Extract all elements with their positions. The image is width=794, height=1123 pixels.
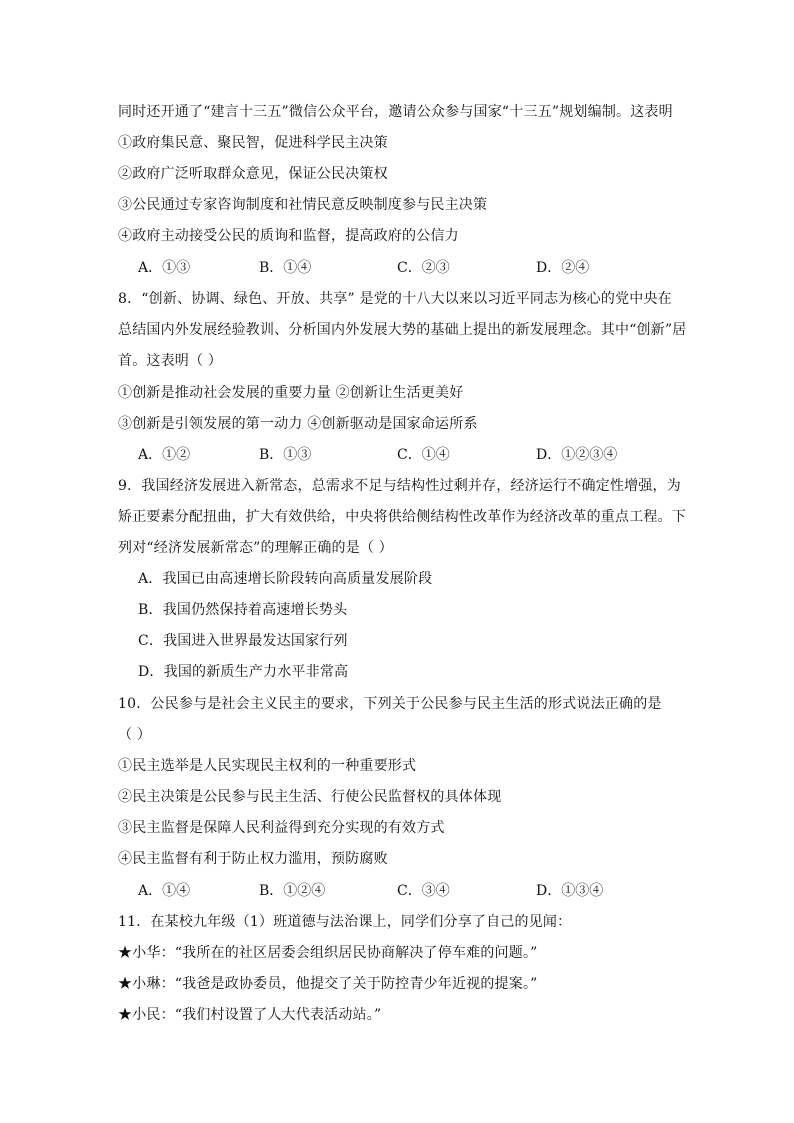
question-10-option-b: B．①②④ (259, 883, 326, 899)
question-11-quote-xiaomin: ★小民：“我们村设置了人大代表活动站。” (118, 1007, 382, 1023)
question-9-option-d: D．我国的新质生产力水平非常高 (138, 664, 349, 680)
question-10-stem-line-2: （ ） (118, 727, 152, 743)
question-11-quote-xiaohua: ★小华：“我所在的社区居委会组织居民协商解决了停车难的问题。” (118, 945, 538, 961)
question-8-option-c: C．①④ (397, 447, 450, 463)
question-8-option-d: D．①②③④ (536, 447, 618, 463)
question-11-stem: 11．在某校九年级（1）班道德与法治课上，同学们分享了自己的见闻： (118, 914, 572, 930)
question-8-option-b: B．①③ (259, 447, 312, 463)
question-7-statement-1: ①政府集民意、聚民智，促进科学民主决策 (118, 135, 388, 151)
question-8-statements-1-2: ①创新是推动社会发展的重要力量 ②创新让生活更美好 (118, 385, 464, 401)
question-9-stem-line-3: 列对“经济发展新常态”的理解正确的是（ ） (118, 540, 393, 556)
question-10-option-a: A．①④ (138, 883, 191, 899)
question-10-statement-2: ②民主决策是公民参与民主生活、行使公民监督权的具体体现 (118, 789, 502, 805)
question-8-statements-3-4: ③创新是引领发展的第一动力 ④创新驱动是国家命运所系 (118, 416, 478, 432)
question-7-stem-line: 同时还开通了“建言十三五”微信公众平台，邀请公众参与国家“十三五”规划编制。这表明 (118, 104, 673, 120)
question-8-stem-line-3: 首。这表明（ ） (118, 353, 223, 369)
question-9-option-c: C．我国进入世界最发达国家行列 (138, 633, 348, 649)
question-10-option-d: D．①③④ (536, 883, 604, 899)
question-7-statement-3: ③公民通过专家咨询制度和社情民意反映制度参与民主决策 (118, 197, 488, 213)
question-9-option-b: B．我国仍然保持着高速增长势头 (138, 602, 348, 618)
question-10-statement-3: ③民主监督是保障人民利益得到充分实现的有效方式 (118, 820, 445, 836)
question-8-stem-line-2: 总结国内外发展经验教训、分析国内外发展大势的基础上提出的新发展理念。其中“创新”居 (118, 322, 687, 338)
question-8-option-a: A．①② (138, 447, 191, 463)
question-9-stem-line-2: 矫正要素分配扭曲，扩大有效供给，中央将供给侧结构性改革作为经济改革的重点工程。下 (118, 509, 686, 525)
question-7-statement-2: ②政府广泛听取群众意见，保证公民决策权 (118, 166, 388, 182)
question-7-option-a: A．①③ (138, 260, 191, 276)
question-9-option-a: A．我国已由高速增长阶段转向高质量发展阶段 (138, 571, 433, 587)
question-7-option-c: C．②③ (397, 260, 450, 276)
question-7-option-b: B．①④ (259, 260, 312, 276)
question-8-stem-line-1: 8．“创新、协调、绿色、开放、共享” 是党的十八大以来以习近平同志为核心的党中央在 (118, 291, 672, 307)
question-7-option-d: D．②④ (536, 260, 590, 276)
question-11-quote-xiaolin: ★小琳：“我爸是政协委员，他提交了关于防控青少年近视的提案。” (118, 976, 538, 992)
question-10-stem-line-1: 10．公民参与是社会主义民主的要求，下列关于公民参与民主生活的形式说法正确的是 (118, 696, 662, 712)
question-9-stem-line-1: 9．我国经济发展进入新常态，总需求不足与结构性过剩并存，经济运行不确定性增强，为 (118, 478, 681, 494)
question-10-statement-4: ④民主监督有利于防止权力滥用，预防腐败 (118, 851, 388, 867)
question-10-option-c: C．③④ (397, 883, 450, 899)
question-10-statement-1: ①民主选举是人民实现民主权利的一种重要形式 (118, 758, 417, 774)
question-7-statement-4: ④政府主动接受公民的质询和监督，提高政府的公信力 (118, 228, 459, 244)
